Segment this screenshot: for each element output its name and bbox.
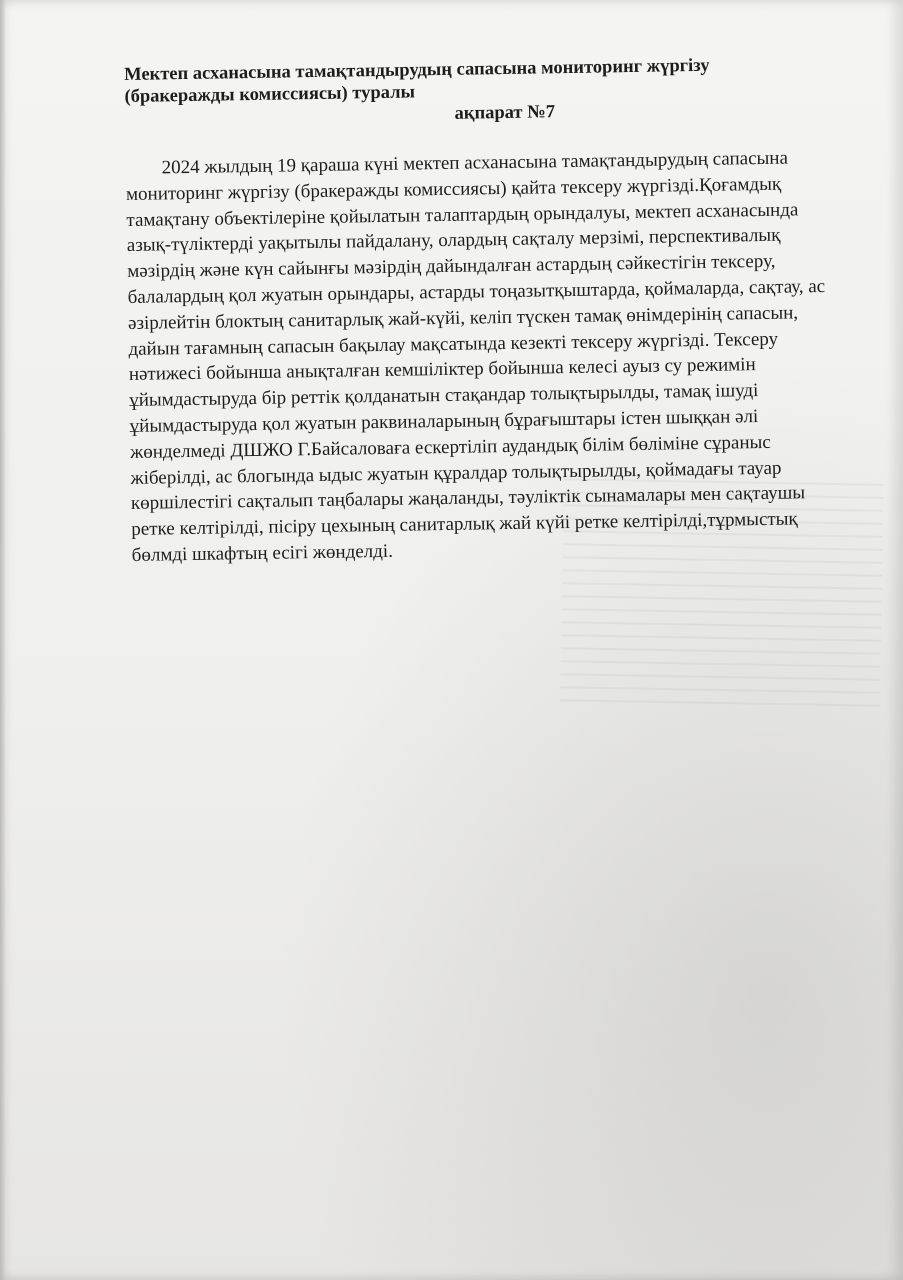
document-body-paragraph: 2024 жылдың 19 қараша күні мектеп асханасына тамақтандырудың сапасына мониторинг жүргізу (бракеражды комиссиясы) қайта тексеру жүргізді.Қоғамдық тамақтану объектілеріне қойылатын талаптардың орындалуы, мектеп асханасында азық-түліктерді уақытылы пайдалану, олардың сақталу мерзімі, перспективалық мәзірдің және күн сайынғы мәзірдің дайындалған астардың сәйкестігін тексеру, балалардың қол жуатын орындары, астарды тоңазытқыштарда, қоймаларда, сақтау, ас әзірлейтін блоктың санитарлық жай-күйі, келіп түскен тамақ өнімдерінің сапасын, дайын тағамның сапасын бақылау мақсатында кезекті тексеру жүргізді. Тексеру нәтижесі бойынша анықталған кемшіліктер бойынша келесі ауыз су режимін ұйымдастыруда бір реттік қолданатын стақандар толықтырылды, тамақ ішуді ұйымдастыруда қол жуатын раквиналарының бұрағыштары істен шыққан әлі жөнделмеді ДШЖО Г.Байсаловаға ескертіліп аудандық білім бөліміне сұраныс жіберілді, ас блогында ыдыс жуатын құралдар толықтырылды, қоймадағы тауар көршілестігі сақталып таңбалары жаңаланды, тәуліктік сынамалары мен сақтаушы ретке келтірілді, пісіру цехының санитарлық жай күйі ретке келтірілді,тұрмыстық бөлмді шкафтың есігі жөнделді. bbox=[125, 147, 826, 566]
paper-edge-shadow bbox=[0, 0, 6, 1280]
title-line-3: ақпарат №7 bbox=[454, 102, 556, 124]
title-line-2: (бракеражды комиссиясы) туралы bbox=[124, 82, 416, 107]
title-line-1: Мектеп асханасына тамақтандырудың сапасына мониторинг жүргізу bbox=[124, 55, 710, 85]
document-title bbox=[124, 53, 845, 130]
document-content bbox=[124, 53, 852, 569]
